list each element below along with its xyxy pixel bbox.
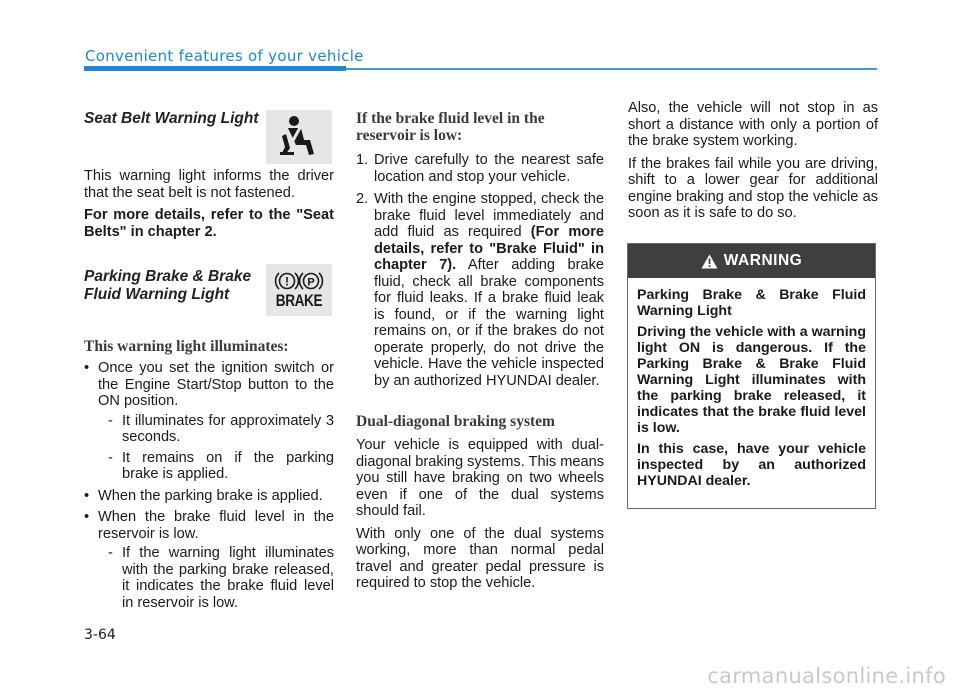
low-fluid-steps (356, 152, 604, 389)
step-text: With the engine stopped, check the brake fluid level immediately and add fluid as required (374, 191, 604, 240)
step-number: 1. (356, 152, 369, 168)
list-item (356, 152, 604, 185)
list-item: - If the warning light illuminates with the parking brake released, it indicates the brake fluid level in reservoir is low. (108, 545, 334, 611)
list-item: - It remains on if the parking brake is applied. (108, 449, 334, 482)
illuminates-heading: This warning light illuminates: (84, 338, 289, 355)
parking-brake-title-line2: Fluid Warning Light (84, 286, 230, 303)
list-item (84, 360, 334, 483)
list-item (84, 488, 334, 505)
seatbelt-reference: For more details, refer to the "Seat Belts" in chapter 2. (84, 207, 334, 240)
dual-braking-heading: Dual-diagonal braking system (356, 413, 555, 430)
step-number: 2. (356, 191, 369, 207)
svg-text:!: ! (285, 274, 289, 289)
bullet-text: When the brake fluid level in the reservoir is low. (98, 509, 334, 542)
brake-failure-paragraph: If the brakes fail while you are driving, shift to a lower gear for additional engine braking and stop the vehicle as soon as it is safe to do so. (628, 155, 878, 221)
brake-icon-label: BRAKE (275, 291, 323, 310)
seatbelt-icon-graphic (274, 114, 324, 160)
warning-header (628, 244, 875, 278)
watermark: carmanualsonline.info (707, 664, 946, 688)
seatbelt-description: This warning light informs the driver that the seat belt is not fastened. (84, 168, 334, 201)
partial-brake-paragraph: Also, the vehicle will not stop in as short a distance with only a portion of the brake system working. (628, 100, 878, 149)
warning-paragraph-2: In this case, have your vehicle inspected by an authorized HYUNDAI dealer. (637, 441, 866, 489)
brake-warning-icon (266, 264, 332, 316)
list-item: - It illuminates for approximately 3 seconds. (108, 412, 334, 445)
sub-text: It illuminates for approximately 3 seconds. (122, 412, 334, 445)
parking-brake-title-line1: Parking Brake & Brake (84, 268, 252, 285)
warning-label: WARNING (723, 252, 803, 269)
column-right (628, 100, 878, 228)
sub-list (98, 545, 334, 611)
section-title: Convenient features of your vehicle (85, 47, 364, 65)
warning-paragraph-1: Driving the vehicle with a warning light ON is dangerous. If the Parking Brake & Brake Fluid Warning Light illuminates with the parking brake released, it indicates that the brake fluid level is low. (637, 324, 866, 436)
list-item (356, 191, 604, 389)
illuminates-list (84, 360, 334, 611)
bullet-text: Once you set the ignition switch or the Engine Start/Stop button to the ON position. (98, 360, 334, 409)
step-text: Drive carefully to the nearest safe location and stop your vehicle. (374, 152, 604, 185)
bullet-text: When the parking brake is applied. (98, 487, 323, 504)
header-rule-thin (346, 68, 877, 70)
warning-body (628, 278, 875, 489)
svg-text:P: P (307, 276, 315, 289)
column-left (84, 100, 334, 616)
column-middle (356, 110, 604, 598)
step-reference: (For more details, refer to "Brake Fluid" in chapter 7). (374, 224, 605, 273)
warning-triangle-icon (701, 254, 718, 269)
sub-list (98, 413, 334, 483)
list-item (84, 509, 334, 611)
warning-box (627, 243, 876, 509)
sub-text: If the warning light illuminates with the parking brake released, it indicates the brake fluid level in reservoir is low. (122, 545, 334, 611)
dual-braking-paragraph-1: Your vehicle is equipped with dual-diagonal braking systems. This means you still have braking on two wheels even if one of the dual systems should fail. (356, 437, 604, 519)
header-rule-thick (84, 66, 346, 71)
brake-circles-graphic (273, 270, 325, 292)
low-fluid-heading: If the brake fluid level in the reservoir is low: (356, 110, 545, 144)
seatbelt-title: Seat Belt Warning Light (84, 110, 259, 127)
seatbelt-warning-icon (266, 110, 332, 164)
page-number: 3-64 (84, 627, 116, 643)
dual-braking-paragraph-2: With only one of the dual systems working, more than normal pedal travel and greater pedal pressure is required to stop the vehicle. (356, 525, 604, 591)
step-text-continued: After adding brake fluid, check all brake components for fluid leaks. If a brake fluid leak is found, or if the warning light remains on, or if the brakes do not operate properly, do not drive the vehicle. Have the vehicle inspected by an authorized HYUNDAI dealer. (374, 257, 604, 389)
sub-text: It remains on if the parking brake is applied. (122, 449, 334, 482)
warning-title: Parking Brake & Brake Fluid Warning Light (637, 287, 866, 319)
